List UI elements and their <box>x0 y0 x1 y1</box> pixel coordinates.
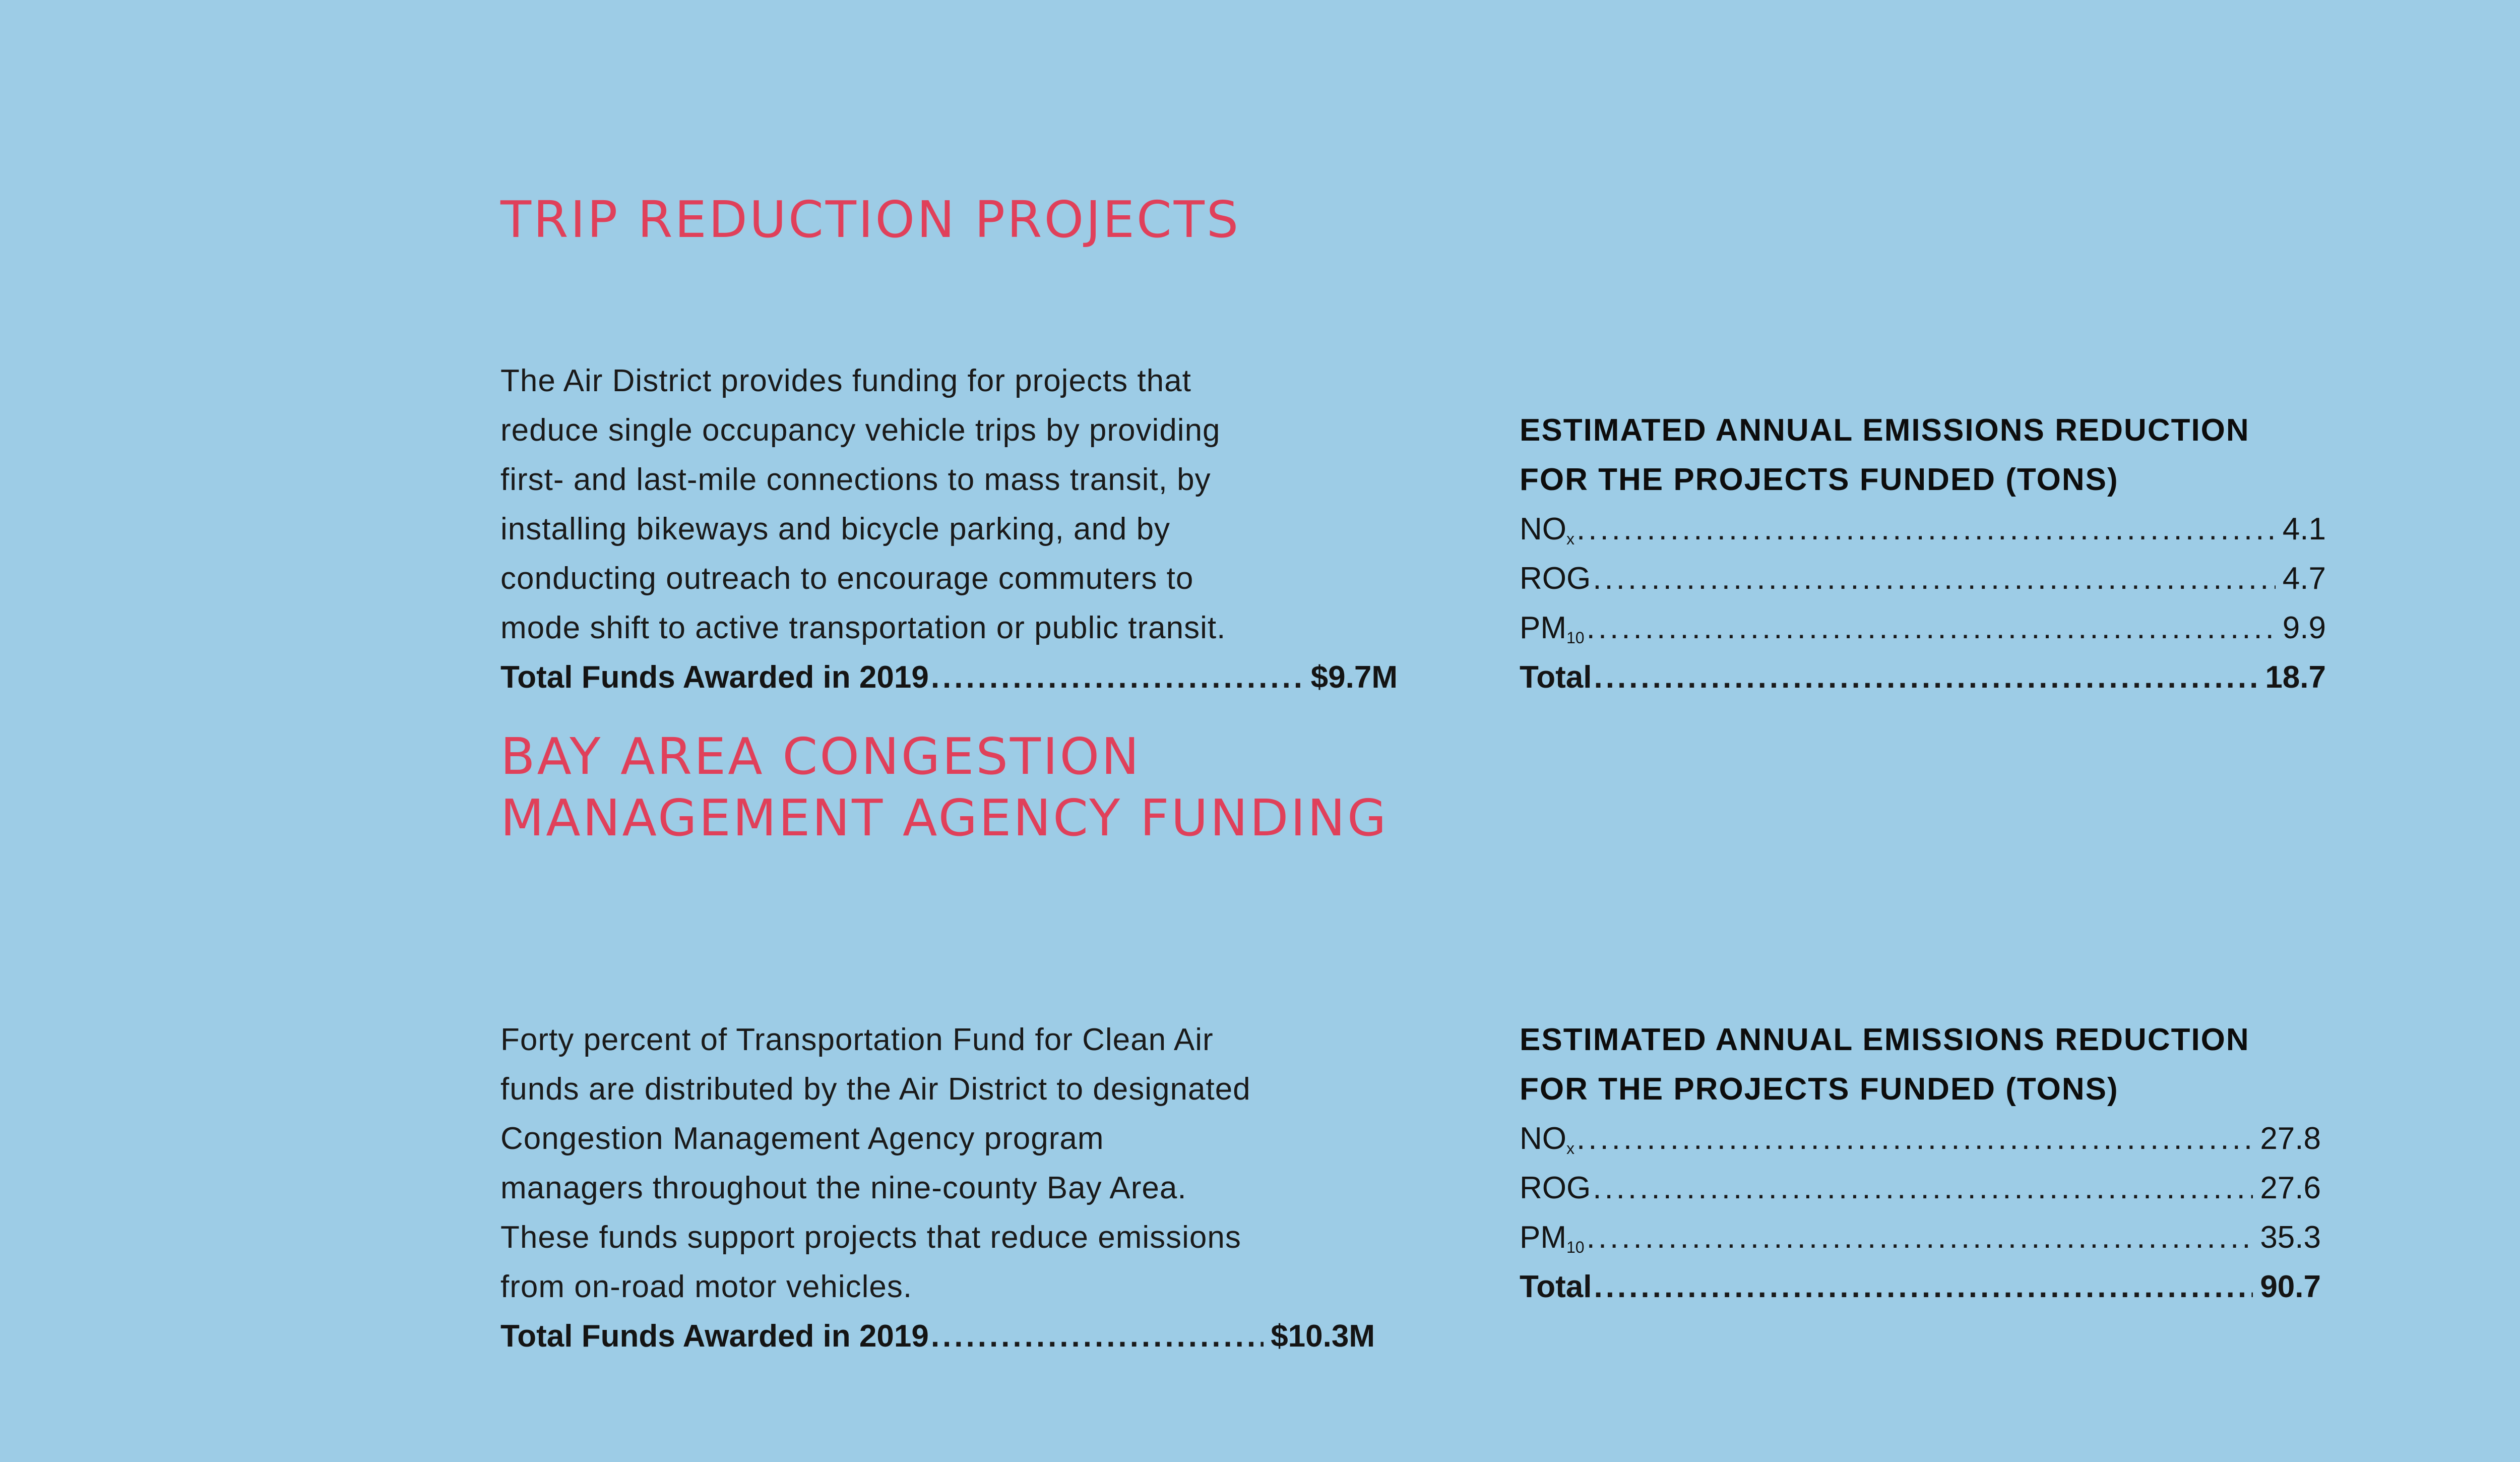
description-text <box>500 356 1408 653</box>
description-column <box>500 356 1408 702</box>
emission-row-rog <box>1520 1164 2321 1213</box>
emission-label: ROG <box>1520 561 1591 596</box>
description-text <box>500 1015 1408 1312</box>
emission-value: 27.6 <box>2260 1171 2321 1205</box>
emissions-column <box>1520 356 2326 702</box>
emission-total-label: Total <box>1520 660 1592 695</box>
emission-row-rog <box>1520 554 2326 603</box>
emission-value: 27.8 <box>2260 1121 2321 1156</box>
description-line: reduce single occupancy vehicle trips by providing <box>500 413 1221 448</box>
dot-leader <box>931 1312 1264 1361</box>
description-line: conducting outreach to encourage commuters to <box>500 561 1194 596</box>
emission-row-total <box>1520 653 2326 702</box>
description-line: installing bikeways and bicycle parking, and by <box>500 512 1171 546</box>
emissions-title: ESTIMATED ANNUAL EMISSIONS REDUCTION FOR THE PROJECTS FUNDED (TONS) <box>1520 413 2250 497</box>
emission-value: 35.3 <box>2260 1220 2321 1255</box>
emission-row-total <box>1520 1262 2321 1312</box>
emission-label: $PM_{10}$ <box>1520 611 1585 647</box>
total-funds-line <box>500 1312 1375 1361</box>
description-line: Congestion Management Agency program <box>500 1121 1104 1156</box>
description-line: The Air District provides funding for projects that <box>500 363 1191 398</box>
total-funds-value: $9.7M <box>1310 660 1398 695</box>
dot-leader <box>1593 1164 2253 1213</box>
total-funds-value: $10.3M <box>1271 1319 1375 1354</box>
emission-total-value: 90.7 <box>2260 1269 2321 1304</box>
description-line: from on-road motor vehicles. <box>500 1269 913 1304</box>
description-line: mode shift to active transportation or public transit. <box>500 611 1226 645</box>
dot-leader <box>1577 1114 2253 1164</box>
description-line: managers throughout the nine-county Bay Area. <box>500 1171 1187 1205</box>
description-line: first- and last-mile connections to mass transit, by <box>500 462 1211 497</box>
emission-row-pm10 <box>1520 603 2326 653</box>
dot-leader <box>1587 1213 2253 1262</box>
dot-leader <box>1587 603 2276 653</box>
cma-funding-section <box>500 726 2335 1354</box>
emission-value: 4.1 <box>2282 512 2326 546</box>
dot-leader <box>1593 554 2276 603</box>
section-title: TRIP REDUCTION PROJECTS <box>500 190 1241 249</box>
emission-row-pm10 <box>1520 1213 2321 1262</box>
emission-label: $PM_{10}$ <box>1520 1220 1585 1256</box>
dot-leader <box>931 653 1304 702</box>
trip-reduction-section <box>500 189 2335 695</box>
emission-total-label: Total <box>1520 1269 1592 1304</box>
emissions-title: ESTIMATED ANNUAL EMISSIONS REDUCTION FOR THE PROJECTS FUNDED (TONS) <box>1520 1022 2250 1107</box>
description-line: Forty percent of Transportation Fund for Clean Air <box>500 1022 1214 1057</box>
description-line: funds are distributed by the Air District to designated <box>500 1072 1251 1107</box>
total-funds-line <box>500 653 1398 702</box>
dot-leader <box>1594 653 2258 702</box>
emission-value: 4.7 <box>2282 561 2326 596</box>
description-line: These funds support projects that reduce emissions <box>500 1220 1241 1255</box>
emissions-column <box>1520 1015 2326 1312</box>
description-column <box>500 1015 1408 1361</box>
section-title: BAY AREA CONGESTION MANAGEMENT AGENCY FUNDING <box>500 727 1389 847</box>
dot-leader <box>1594 1262 2253 1312</box>
total-funds-label: Total Funds Awarded in 2019 <box>500 1319 929 1354</box>
emission-value: 9.9 <box>2282 611 2326 645</box>
emission-label: $NO_x$ <box>1520 512 1574 548</box>
dot-leader <box>1577 505 2276 554</box>
emissions-list <box>1520 505 2326 702</box>
emissions-list <box>1520 1114 2321 1312</box>
emission-total-value: 18.7 <box>2265 660 2326 695</box>
total-funds-label: Total Funds Awarded in 2019 <box>500 660 929 695</box>
emission-label: ROG <box>1520 1171 1591 1205</box>
emission-row-nox <box>1520 1114 2321 1164</box>
emission-row-nox <box>1520 505 2326 554</box>
emission-label: $NO_x$ <box>1520 1121 1574 1158</box>
